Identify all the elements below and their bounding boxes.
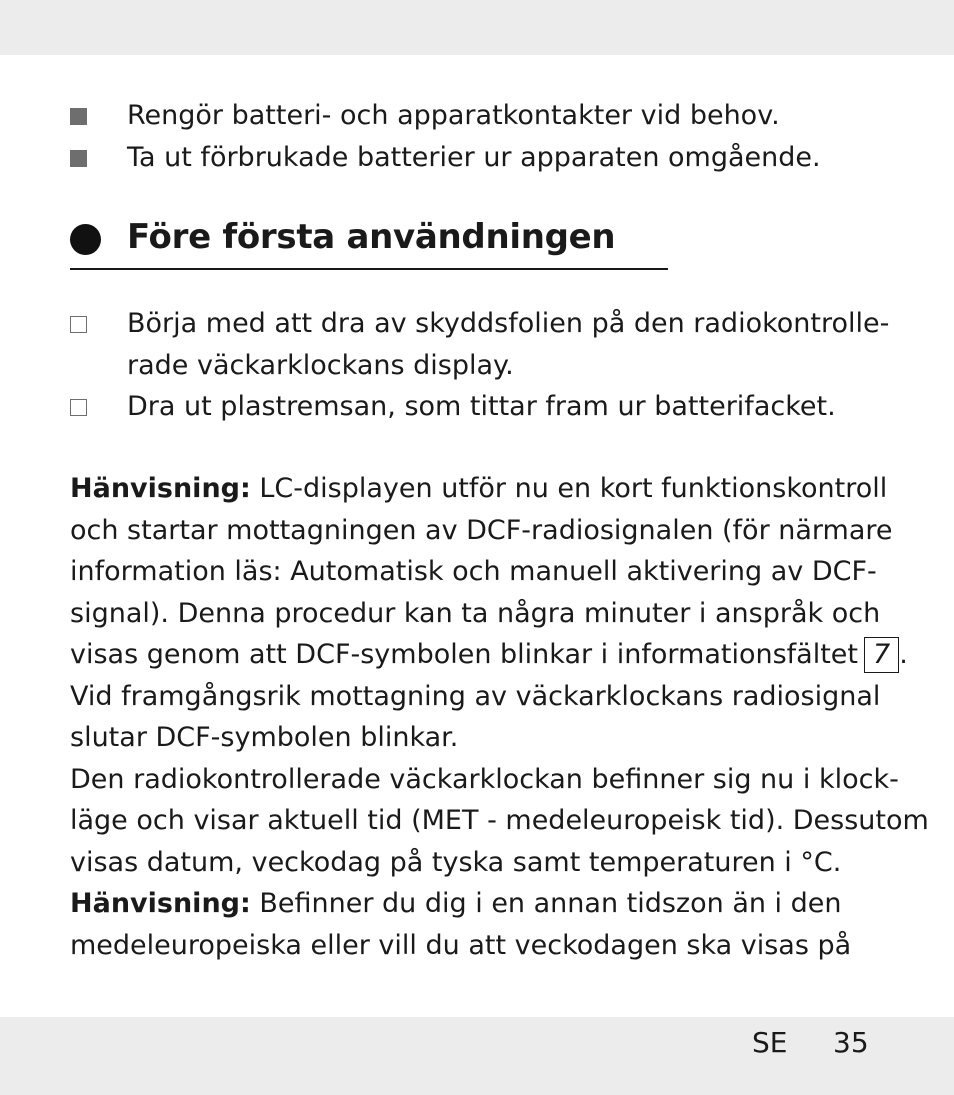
note-text: LC-displayen utför nu en kort funktionskontroll [250, 473, 888, 504]
note-paragraph [70, 468, 929, 883]
checkbox-square-icon [70, 399, 87, 416]
note-line: medeleuropeiska eller vill du att veckodagen ska visas på [70, 929, 852, 961]
note-text: Befinner du dig i en annan tidszon än i den [250, 888, 842, 919]
note-text: . [899, 639, 908, 670]
note-line [70, 883, 890, 925]
checkbox-square-icon [70, 316, 87, 333]
note-line: information läs: Automatisk och manuell aktivering av DCF- [70, 556, 877, 587]
note-text: visas genom att DCF-symbolen blinkar i informationsfältet [70, 639, 858, 670]
note-label: Hänvisning: [70, 473, 251, 504]
note-line: slutar DCF-symbolen blinkar. [70, 722, 459, 753]
note-line: Vid framgångsrik mottagning av väckarklockans radiosignal [70, 680, 881, 712]
note-line: och startar mottagningen av DCF-radiosignalen (för närmare [70, 514, 893, 546]
note-line: signal). Denna procedur kan ta några minuter i anspråk och [70, 597, 881, 629]
page-top-band [0, 0, 954, 55]
step-text-line: rade väckarklockans display. [127, 350, 514, 381]
section-heading-text: Före första användningen [127, 217, 616, 257]
bullet-text: Rengör batteri- och apparatkontakter vid behov. [127, 100, 780, 131]
step-text-line: Börja med att dra av skyddsfolien på den radiokontrolle- [127, 308, 890, 339]
note-line: läge och visar aktuell tid (MET - medeleuropeisk tid). Dessutom [70, 805, 929, 836]
filled-square-bullet-icon [70, 108, 87, 125]
note-line [70, 468, 890, 510]
page-footer-band [0, 1017, 954, 1095]
step-text-line: Dra ut plastremsan, som tittar fram ur batterifacket. [127, 391, 836, 422]
note-line [70, 634, 908, 676]
note-line: Den radiokontrollerade väckarklockan befinner sig nu i klock- [70, 763, 899, 795]
note-label: Hänvisning: [70, 888, 251, 919]
footer-language-code: SE [752, 1026, 788, 1059]
note-paragraph [70, 883, 890, 966]
section-heading [70, 210, 668, 270]
note-line: visas datum, veckodag på tyska samt temperaturen i °C. [70, 846, 842, 878]
filled-square-bullet-icon [70, 150, 87, 167]
reference-number-box: 7 [864, 637, 899, 673]
footer-page-number: 35 [833, 1026, 869, 1059]
filled-circle-icon [70, 224, 101, 255]
bullet-text: Ta ut förbrukade batterier ur apparaten omgående. [127, 142, 821, 173]
